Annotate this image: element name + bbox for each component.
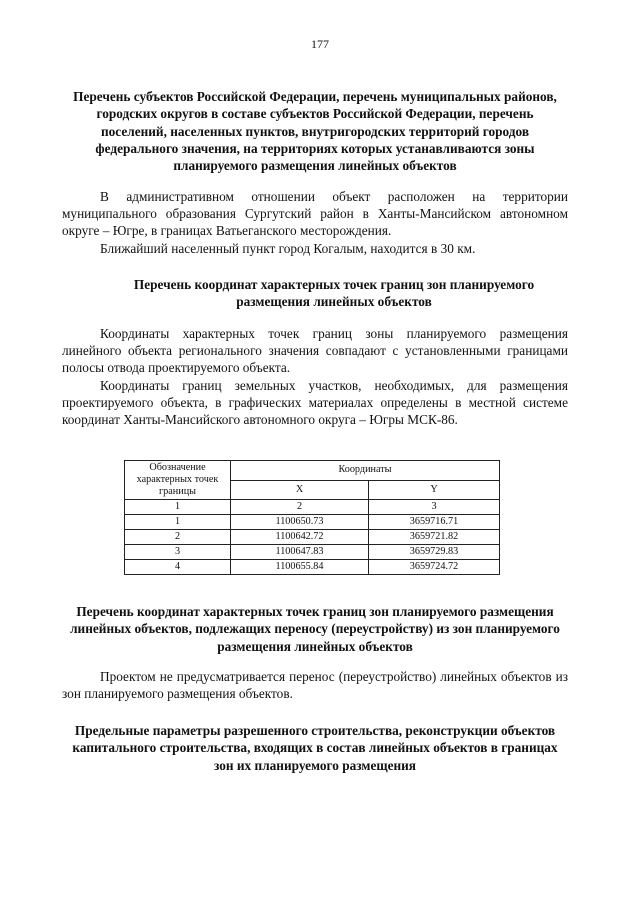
table-cell-point: 3 (125, 545, 231, 560)
page-number: 177 (311, 37, 329, 51)
coordinates-table (124, 460, 500, 575)
section-title-coordinates: Перечень координат характерных точек границ зон планируемого размещения линейных объектов (133, 277, 535, 310)
table-cell-x: 1100642.72 (231, 530, 369, 545)
table-header-row (125, 461, 500, 481)
section-title-subjects: Перечень субъектов Российской Федерации, перечень муниципальных районов, городских округов в составе субъектов Российской Федерации, перечень поселений, населенных пунктов, внутригородских территорий городов федерального значения, на территориях которых устанавливаются зоны планируемого размещения линейных объектов (73, 89, 557, 174)
paragraph-no-relocation: Проектом не предусматривается перенос (переустройство) линейных объектов из зон планируемого размещения объектов. (62, 669, 568, 702)
table-cell-x: 1100655.84 (231, 560, 369, 575)
table-row (125, 515, 500, 530)
table-cell: 3 (369, 500, 500, 515)
table-cell-y: 3659716.71 (369, 515, 500, 530)
table-row (125, 560, 500, 575)
paragraph-location: В административном отношении объект расположен на территории муниципального образования Сургутский район в Ханты-Мансийском автономном округе – Югре, в границах Ватьеганского месторождения. (62, 189, 568, 239)
header-y: Y (369, 480, 500, 500)
paragraph-coordinate-system: Координаты границ земельных участков, необходимых, для размещения проектируемого объекта, в графических материалах определены в местной системе координат Ханты-Мансийского автономного округа – Югры МСК-86. (62, 377, 568, 428)
section-body-relocation (62, 668, 568, 702)
table-cell: 1 (125, 500, 231, 515)
section-title-relocation: Перечень координат характерных точек границ зон планируемого размещения линейных объектов, подлежащих переносу (переустройству) из зон планируемого размещения линейных объектов (70, 604, 560, 654)
table-cell-y: 3659721.82 (369, 530, 500, 545)
section-body-location (62, 188, 568, 257)
table-row (125, 530, 500, 545)
table-cell-x: 1100647.83 (231, 545, 369, 560)
table-cell: 2 (231, 500, 369, 515)
table-cell-point: 4 (125, 560, 231, 575)
paragraph-coordinates-match: Координаты характерных точек границ зоны планируемого размещения линейного объекта регионального значения совпадают с установленными границами полосы отвода проектируемого объекта. (62, 326, 568, 376)
table-cell-point: 2 (125, 530, 231, 545)
header-point-designation: Обозначение характерных точек границы (125, 461, 231, 500)
table-numbering-row (125, 500, 500, 515)
section-body-coordinates (62, 325, 568, 428)
table-cell-x: 1100650.73 (231, 515, 369, 530)
table-cell-y: 3659724.72 (369, 560, 500, 575)
header-x: X (231, 480, 369, 500)
header-coordinates: Координаты (231, 461, 500, 481)
table-cell-point: 1 (125, 515, 231, 530)
table-cell-y: 3659729.83 (369, 545, 500, 560)
paragraph-nearest-settlement: Ближайший населенный пункт город Когалым, находится в 30 км. (100, 240, 476, 256)
table-row (125, 545, 500, 560)
section-title-construction-parameters: Предельные параметры разрешенного строительства, реконструкции объектов капитального строительства, входящих в состав линейных объектов в границах зон их планируемого размещения (72, 723, 558, 773)
